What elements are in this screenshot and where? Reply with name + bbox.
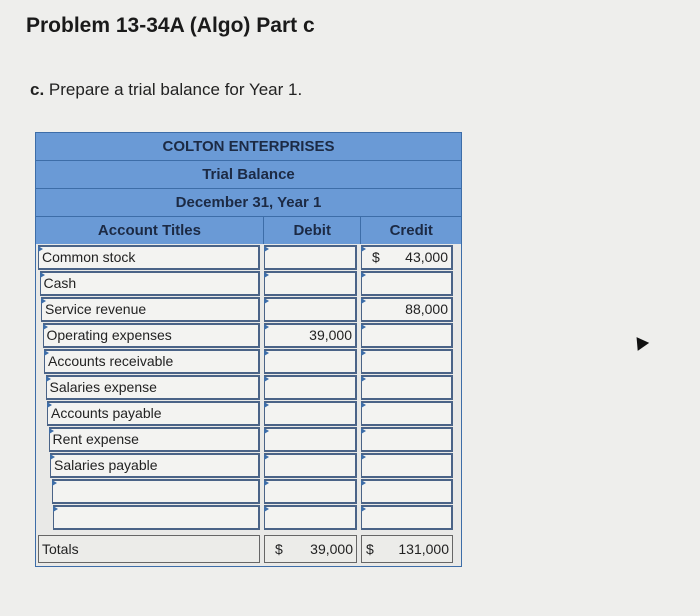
question (30, 80, 302, 100)
debit-input[interactable] (264, 505, 357, 530)
credit-input[interactable] (361, 349, 453, 374)
credit-input[interactable] (361, 375, 453, 400)
table-row (36, 504, 461, 530)
question-text: Prepare a trial balance for Year 1. (48, 80, 303, 99)
credit-input[interactable] (361, 453, 453, 478)
totals-credit-value: 131,000 (398, 541, 449, 557)
company-name: COLTON ENTERPRISES (36, 133, 461, 161)
column-headers (36, 217, 461, 244)
page-title: Problem 13-34A (Algo) Part c (26, 14, 315, 37)
account-select[interactable]: Cash (40, 271, 261, 296)
trial-balance-table (35, 132, 462, 567)
totals-row (36, 534, 461, 566)
totals-credit (361, 535, 453, 563)
debit-input[interactable] (264, 271, 357, 296)
credit-input[interactable] (361, 271, 453, 296)
credit-input[interactable] (361, 505, 453, 530)
debit-input[interactable] (264, 479, 357, 504)
column-header-debit: Debit (263, 217, 361, 244)
account-select[interactable]: Rent expense (49, 427, 261, 452)
table-row (36, 374, 461, 400)
debit-input[interactable] (264, 349, 357, 374)
account-select[interactable]: Operating expenses (43, 323, 261, 348)
table-row (36, 244, 461, 270)
account-select[interactable] (52, 479, 261, 504)
credit-input[interactable] (361, 401, 453, 426)
table-row (36, 400, 461, 426)
account-select[interactable]: Salaries payable (50, 453, 260, 478)
debit-input[interactable] (264, 297, 357, 322)
debit-input[interactable] (264, 401, 357, 426)
credit-input[interactable] (361, 245, 453, 270)
totals-debit-value: 39,000 (310, 541, 353, 557)
account-select[interactable] (53, 505, 260, 530)
account-select[interactable]: Common stock (38, 245, 260, 270)
table-row (36, 426, 461, 452)
account-select[interactable]: Accounts receivable (44, 349, 260, 374)
debit-input[interactable] (264, 453, 357, 478)
credit-dollar-sign: $ (366, 541, 374, 557)
mouse-cursor-icon (631, 333, 649, 351)
debit-input[interactable]: 39,000 (264, 323, 357, 348)
question-letter: c. (30, 80, 45, 99)
credit-input[interactable] (361, 323, 453, 348)
statement-date: December 31, Year 1 (36, 189, 461, 217)
debit-dollar-sign: $ (275, 541, 283, 557)
table-row (36, 322, 461, 348)
table-row (36, 478, 461, 504)
account-select[interactable]: Service revenue (41, 297, 260, 322)
table-row (36, 296, 461, 322)
credit-input[interactable] (361, 297, 453, 322)
account-select[interactable]: Salaries expense (46, 375, 261, 400)
totals-debit (264, 535, 357, 563)
statement-name: Trial Balance (36, 161, 461, 189)
column-header-account: Account Titles (97, 222, 201, 239)
debit-input[interactable] (264, 427, 357, 452)
credit-dollar-sign: $ (372, 249, 380, 265)
credit-value: 88,000 (405, 301, 448, 317)
table-row (36, 348, 461, 374)
debit-input[interactable] (264, 375, 357, 400)
table-row (36, 452, 461, 478)
debit-input[interactable] (264, 245, 357, 270)
credit-input[interactable] (361, 479, 453, 504)
account-select[interactable]: Accounts payable (47, 401, 260, 426)
table-row (36, 270, 461, 296)
totals-label: Totals (38, 535, 260, 563)
credit-value: 43,000 (405, 249, 448, 265)
credit-input[interactable] (361, 427, 453, 452)
column-header-credit: Credit (360, 217, 461, 244)
